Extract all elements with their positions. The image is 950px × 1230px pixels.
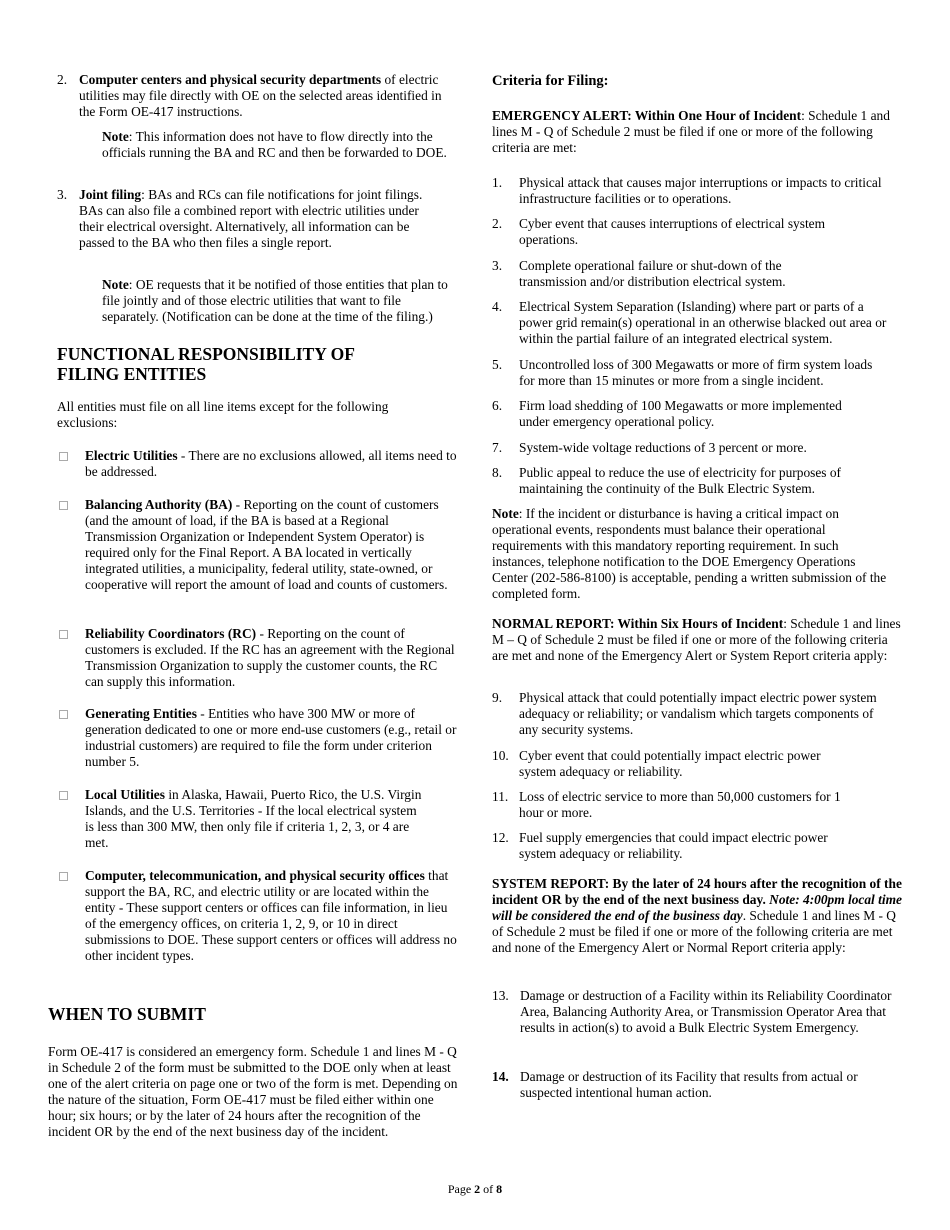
criterion-10: 10. Cyber event that could potentially impact electric power system adequacy or reliability. [492,748,821,779]
note-item-2: Note: This information does not have to flow directly into the officials running the BA and RC and then be forwarded to DOE. [102,129,447,160]
note-item-3: Note: OE requests that it be notified of those entities that plan to file jointly and of those electric utilities that want to file separately. (Notification can be done at the time of the filing.) [102,277,448,324]
bullet-balancing-authority: Balancing Authority (BA) - Reporting on the count of customers (and the amount of load, if the BA is based at a Regional Transmission Organization or Independent System Operator) is required only for the Final Report. A BA located in vertically integrated utilities, a municipality, federal utility, state-owned, or cooperative will report the amount of load and counts of customers. [57,497,457,593]
when-to-submit-heading: WHEN TO SUBMIT [48,1004,206,1024]
criterion-2: 2. Cyber event that causes interruptions of electrical system operations. [492,216,826,247]
criterion-5: 5. Uncontrolled loss of 300 Megawatts or more of firm system loads for more than 15 minutes or more from a single incident. [492,357,873,388]
checkbox-icon [59,501,68,510]
criteria-heading: Criteria for Filing: [492,73,609,89]
checkbox-icon [59,791,68,800]
emergency-note: Note: If the incident or disturbance is having a critical impact on operational events, respondents must balance their operational requirements with this mandatory reporting requirement. In such instances, telephone notification to the DOE Emergency Operations Center (202-586-8100) is acceptable, pending a written submission of the completed form. [492,506,887,601]
criterion-13: 13. Damage or destruction of a Facility within its Reliability Coordinator Area, Balancing Authority Area, or Transmission Operator Area that results in action(s) to avoid a Bulk Electric System Emergency. [492,988,892,1035]
criterion-12: 12. Fuel supply emergencies that could impact electric power system adequacy or reliability. [492,830,828,861]
page-footer: Page 2 of 8 [447,1182,503,1196]
criterion-14: 14. Damage or destruction of its Facility that results from actual or suspected intentional human action. [492,1069,858,1100]
bullet-reliability-coordinators: Reliability Coordinators (RC) - Reporting on the count of customers is excluded. If the RC has an agreement with the Regional Transmission Organization to supply the customer counts, the RC can supply this information. [57,626,457,690]
checkbox-icon [59,452,68,461]
bullet-local-utilities: Local Utilities in Alaska, Hawaii, Puerto Rico, the U.S. Virgin Islands, and the U.S. Territories - If the local electrical system is less than 300 MW, then only file if criteria 1, 2, 3, or 4 are met. [57,787,427,851]
criterion-11: 11. Loss of electric service to more than 50,000 customers for 1 hour or more. [492,789,841,820]
current-page-number: 2 [474,1182,481,1196]
exclusions-intro: All entities must file on all line items except for the following exclusions: [57,399,389,430]
bullet-electric-utilities: Electric Utilities - There are no exclusions allowed, all items need to be addressed. [57,448,457,480]
emergency-alert-intro: EMERGENCY ALERT: Within One Hour of Incident: Schedule 1 and lines M - Q of Schedule 2 must be filed if one or more of the following criteria are met: [492,108,890,155]
functional-responsibility-heading: FUNCTIONAL RESPONSIBILITY OF FILING ENTITIES [57,344,355,384]
total-page-count: 8 [496,1182,503,1196]
item-3: 3. Joint filing: BAs and RCs can file notifications for joint filings. BAs can also file a combined report with electric utilities under their electrical oversight. Alternatively, all information can be passed to the BA who then files a single report. [57,187,423,250]
criterion-6: 6. Firm load shedding of 100 Megawatts or more implemented under emergency operational policy. [492,398,842,429]
bullet-computer-telecom-offices: Computer, telecommunication, and physical security offices that support the BA, RC, and electric utility or are located within the entity - These support centers or offices can file information, in lieu of the emergency offices, on criteria 1, 2, 9, or 10 in direct submissions to DOE. These support centers or offices will address no other incident types. [57,868,457,964]
criterion-4: 4. Electrical System Separation (Islanding) where part or parts of a power grid remain(s) operational in an otherwise blacked out area or within the partial failure of an integrated electrical system. [492,299,887,346]
checkbox-icon [59,872,68,881]
checkbox-icon [59,630,68,639]
criterion-3: 3. Complete operational failure or shut-down of the transmission and/or distribution electrical system. [492,258,786,289]
item-2: 2. Computer centers and physical security departments of electric utilities may file directly with OE on the selected areas identified in the Form OE-417 instructions. [57,72,442,119]
normal-report-intro: NORMAL REPORT: Within Six Hours of Incident: Schedule 1 and lines M – Q of Schedule 2 must be filed if one or more of the following criteria are met and none of the Emergency Alert or System Report criteria apply: [492,616,901,663]
criterion-1: 1. Physical attack that causes major interruptions or impacts to critical infrastructure facilities or to operations. [492,175,882,206]
criterion-8: 8. Public appeal to reduce the use of electricity for purposes of maintaining the continuity of the Bulk Electric System. [492,465,842,496]
criterion-7: 7. System-wide voltage reductions of 3 percent or more. [492,440,807,455]
criterion-9: 9. Physical attack that could potentially impact electric power system adequacy or reliability; or vandalism which targets components of any security systems. [492,690,877,737]
system-report-intro: SYSTEM REPORT: By the later of 24 hours after the recognition of the incident OR by the end of the next business day. Note: 4:00pm local time will be considered the end of the business day. Schedule 1 and lines M - Q of Schedule 2 must be filed if one or more of the following criteria are met and none of the Emergency Alert or Normal Report criteria apply: [492,876,902,955]
checkbox-icon [59,710,68,719]
bullet-generating-entities: Generating Entities - Entities who have 300 MW or more of generation dedicated to one or more end-use customers (e.g., retail or industrial customers) are required to file the form under criterion number 5. [57,706,457,770]
when-to-submit-text: Form OE-417 is considered an emergency form. Schedule 1 and lines M - Q in Schedule 2 of the form must be submitted to the DOE only when at least one of the alert criteria on page one or two of the form is met. Depending on the nature of the situation, Form OE-417 must be filed either within one hour; six hours; or by the later of 24 hours after the recognition of the incident OR by the end of the next business day of the incident. [48,1044,458,1139]
